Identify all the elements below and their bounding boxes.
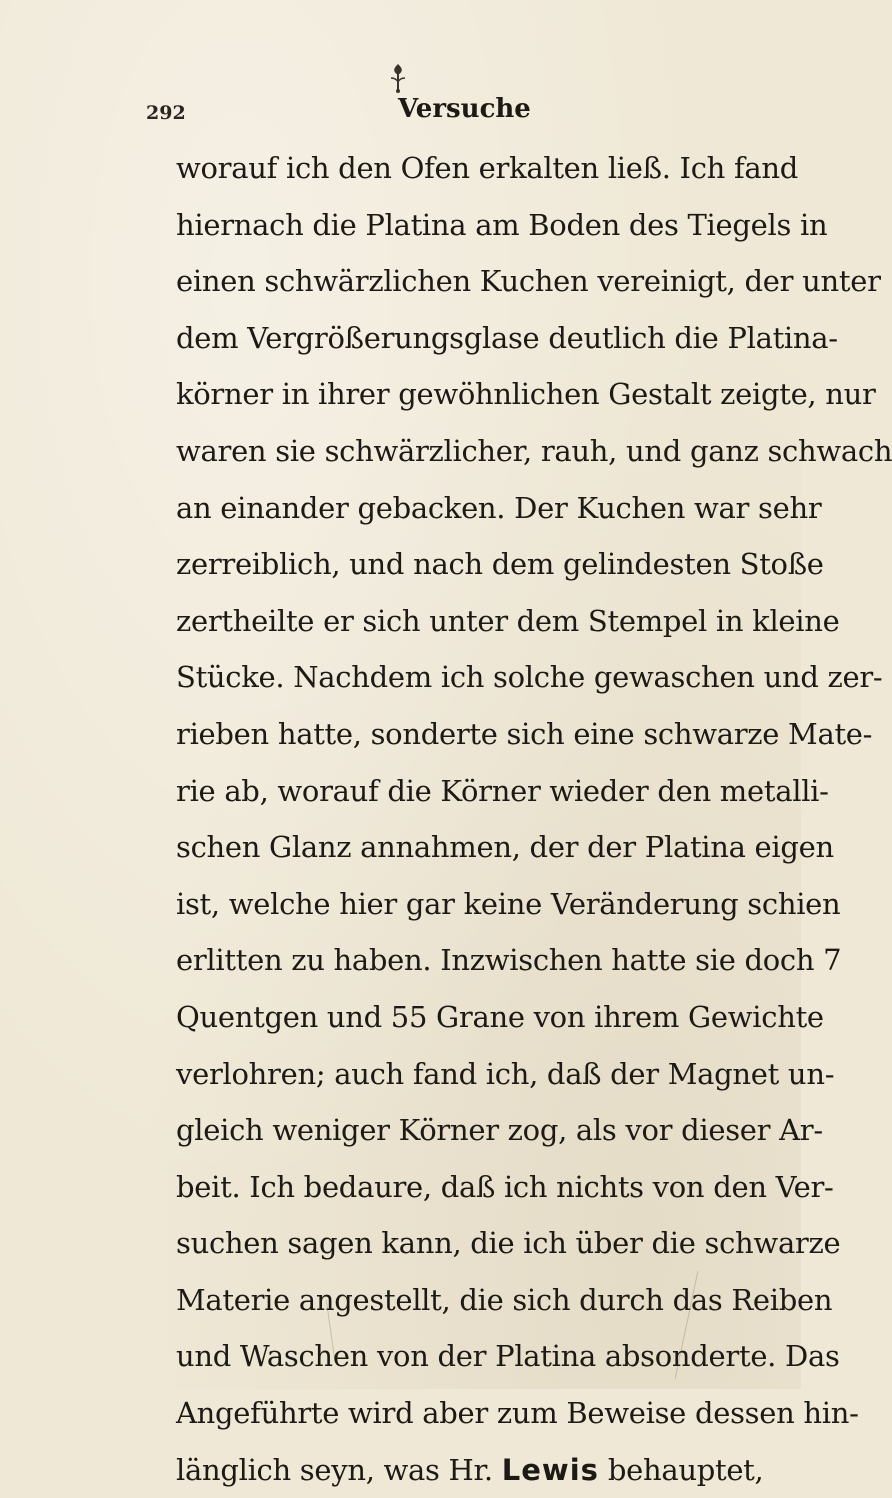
page-header bbox=[0, 88, 801, 128]
text-line: verlohren; auch fand ich, daß der Magnet un- bbox=[176, 1056, 835, 1091]
text-line: dem Vergrößerungsglase deutlich die Platina- bbox=[176, 320, 838, 355]
text-line: Stücke. Nachdem ich solche gewaschen und zer- bbox=[176, 660, 883, 695]
text-line-final bbox=[176, 1442, 764, 1498]
text-line: ist, welche hier gar keine Veränderung schien bbox=[176, 886, 841, 921]
text-line: erlitten zu haben. Inzwischen hatte sie doch 7 bbox=[176, 943, 842, 978]
text-line: beit. Ich bedaure, daß ich nichts von den Ver- bbox=[176, 1169, 834, 1204]
text-line: worauf ich den Ofen erkalten ließ. Ich fand bbox=[176, 151, 799, 185]
page-number: 292 bbox=[146, 102, 186, 124]
text-line: und Waschen von der Platina absonderte. Das bbox=[176, 1339, 840, 1374]
text-line: rieben hatte, sonderte sich eine schwarze Mate- bbox=[176, 716, 873, 751]
text-line: suchen sagen kann, die ich über die schwarze bbox=[176, 1226, 841, 1261]
text-line: rie ab, worauf die Körner wieder den metalli- bbox=[176, 773, 829, 808]
emphasized-name: Lewis bbox=[501, 1452, 599, 1487]
running-head: Versuche bbox=[398, 94, 531, 124]
final-line-end: behauptet, bbox=[598, 1452, 764, 1487]
text-line: hiernach die Platina am Boden des Tiegels in bbox=[176, 207, 828, 242]
text-line: waren sie schwärzlicher, rauh, und ganz schwach bbox=[176, 433, 892, 468]
text-line: schen Glanz annahmen, der der Platina eigen bbox=[176, 830, 834, 865]
text-line: Quentgen und 55 Grane von ihrem Gewichte bbox=[176, 999, 824, 1034]
text-line: Materie angestellt, die sich durch das Reiben bbox=[176, 1282, 833, 1317]
text-line: zertheilte er sich unter dem Stempel in kleine bbox=[176, 603, 840, 638]
final-line-start: länglich seyn, was Hr. bbox=[176, 1452, 502, 1487]
text-line: einen schwärzlichen Kuchen vereinigt, der unter bbox=[176, 264, 881, 299]
body-text bbox=[176, 140, 892, 1498]
text-line: Angeführte wird aber zum Beweise dessen hin- bbox=[176, 1396, 859, 1431]
text-line: an einander gebacken. Der Kuchen war sehr bbox=[176, 490, 822, 525]
text-line: körner in ihrer gewöhnlichen Gestalt zeigte, nur bbox=[176, 377, 876, 412]
text-line: gleich weniger Körner zog, als vor dieser Ar- bbox=[176, 1113, 823, 1148]
text-line: zerreiblich, und nach dem gelindesten Stoße bbox=[176, 547, 824, 582]
